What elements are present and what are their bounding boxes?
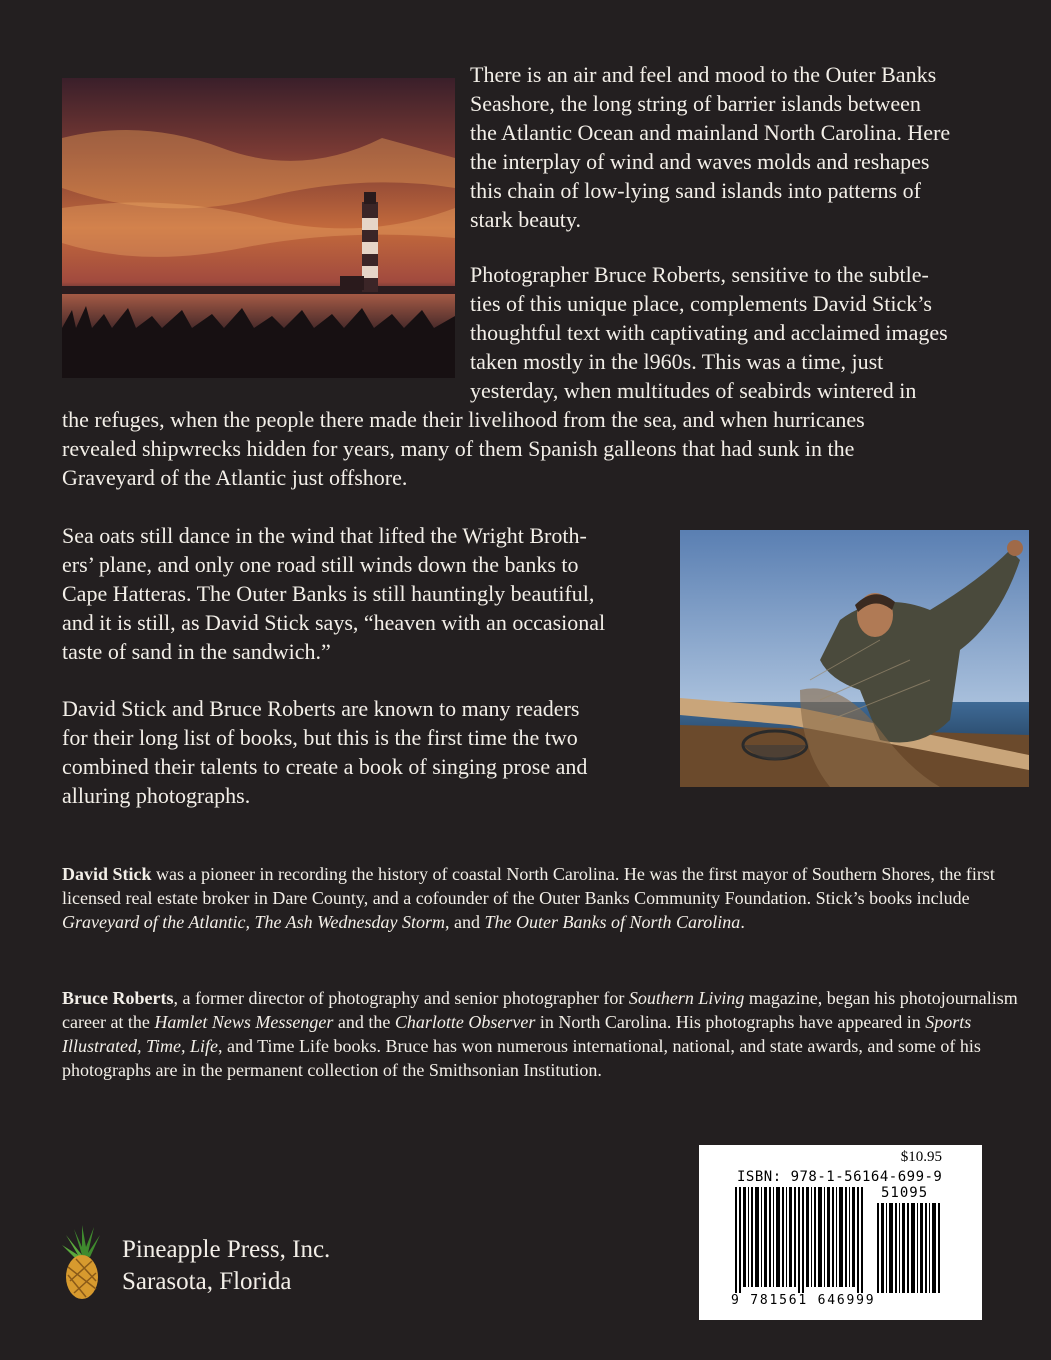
publisher-block: [60, 1225, 380, 1305]
addon-code: 51095: [881, 1185, 929, 1201]
price: $10.95: [900, 1149, 942, 1165]
text-line: this chain of low-lying sand islands into patterns of: [470, 178, 921, 203]
text-line: alluring photographs.: [62, 783, 251, 808]
book-title: The Outer Banks of North Carolina: [484, 912, 741, 932]
publication-title: Charlotte Observer: [394, 1012, 536, 1032]
text-line: David Stick and Bruce Roberts are known to many readers: [62, 696, 580, 721]
publication-title: Southern Living: [628, 988, 745, 1008]
text-line: Seashore, the long string of barrier islands between: [470, 91, 921, 116]
barcode-label: [699, 1145, 982, 1320]
photographer-paragraph-bottom: [62, 405, 1030, 492]
text-line: the interplay of wind and waves molds and reshapes: [470, 149, 930, 174]
bio-text: , and Time Life books. Bruce has won numerous international, national, and state awards, and some of his photographs are in the permanent collection of the Smithsonian Institution.: [62, 1036, 981, 1080]
text-line: ties of this unique place, complements David Stick’s: [470, 291, 932, 316]
intro-paragraph: [470, 60, 1030, 234]
fisherman-net-photo: [680, 530, 1029, 787]
barcode-icon: [735, 1187, 955, 1295]
lighthouse-sunset-photo: [62, 78, 455, 378]
text-line: yesterday, when multitudes of seabirds wintered in: [470, 378, 917, 403]
text-line: stark beauty.: [470, 207, 581, 232]
text-line: ers’ plane, and only one road still winds down the banks to: [62, 552, 579, 577]
bio-text: .: [740, 912, 745, 932]
text-line: Cape Hatteras. The Outer Banks is still hauntingly beautiful,: [62, 581, 595, 606]
bio-text: , a former director of photography and senior photographer for: [173, 988, 629, 1008]
publication-title: Hamlet News Messenger: [154, 1012, 334, 1032]
photographer-paragraph-top: [470, 260, 1030, 405]
text-line: the Atlantic Ocean and mainland North Carolina. Here: [470, 120, 951, 145]
author-name: David Stick: [62, 864, 152, 884]
text-line: Sea oats still dance in the wind that lifted the Wright Broth-: [62, 523, 587, 548]
text-line: taken mostly in the l960s. This was a time, just: [470, 349, 884, 374]
authors-paragraph: [62, 694, 672, 810]
bio-text: , and: [444, 912, 485, 932]
bruce-roberts-bio: [62, 986, 1022, 1082]
publisher-name: Pineapple Press, Inc.: [122, 1236, 331, 1263]
text-line: revealed shipwrecks hidden for years, many of them Spanish galleons that had sunk in the: [62, 436, 855, 461]
author-name: Bruce Roberts: [62, 988, 174, 1008]
text-line: taste of sand in the sandwich.”: [62, 639, 331, 664]
publisher-location: Sarasota, Florida: [122, 1268, 292, 1295]
text-line: There is an air and feel and mood to the Outer Banks: [470, 62, 937, 87]
text-line: combined their talents to create a book of singing prose and: [62, 754, 588, 779]
text-line: thoughtful text with captivating and acclaimed images: [470, 320, 948, 345]
text-line: and it is still, as David Stick says, “heaven with an occasional: [62, 610, 606, 635]
david-stick-bio: [62, 862, 1022, 934]
bio-text: in North Carolina. His photographs have appeared in: [535, 1012, 926, 1032]
bio-text: was a pioneer in recording the history of coastal North Carolina. He was the first mayor of Southern Shores, the first licensed real estate broker in Dare County, and a cofounder of the Outer Banks Community Foundation. Stick’s books include: [62, 864, 995, 908]
bio-text: and the: [333, 1012, 395, 1032]
sea-oats-paragraph: [62, 521, 672, 666]
text-line: for their long list of books, but this is the first time the two: [62, 725, 578, 750]
pineapple-icon: [60, 1225, 104, 1301]
bio-text: magazine, began his photojournalism career at the: [62, 988, 1018, 1032]
text-line: the refuges, when the people there made their livelihood from the sea, and when hurricanes: [62, 407, 865, 432]
ean-digits: 9 781561 646999: [731, 1293, 876, 1308]
publication-title: Sports Illustrated, Time, Life: [62, 1012, 972, 1056]
text-line: Photographer Bruce Roberts, sensitive to the subtle-: [470, 262, 929, 287]
isbn-number: ISBN: 978-1-56164-699-9: [737, 1169, 943, 1185]
text-line: Graveyard of the Atlantic just offshore.: [62, 465, 408, 490]
book-title: Graveyard of the Atlantic, The Ash Wednesday Storm: [62, 912, 445, 932]
